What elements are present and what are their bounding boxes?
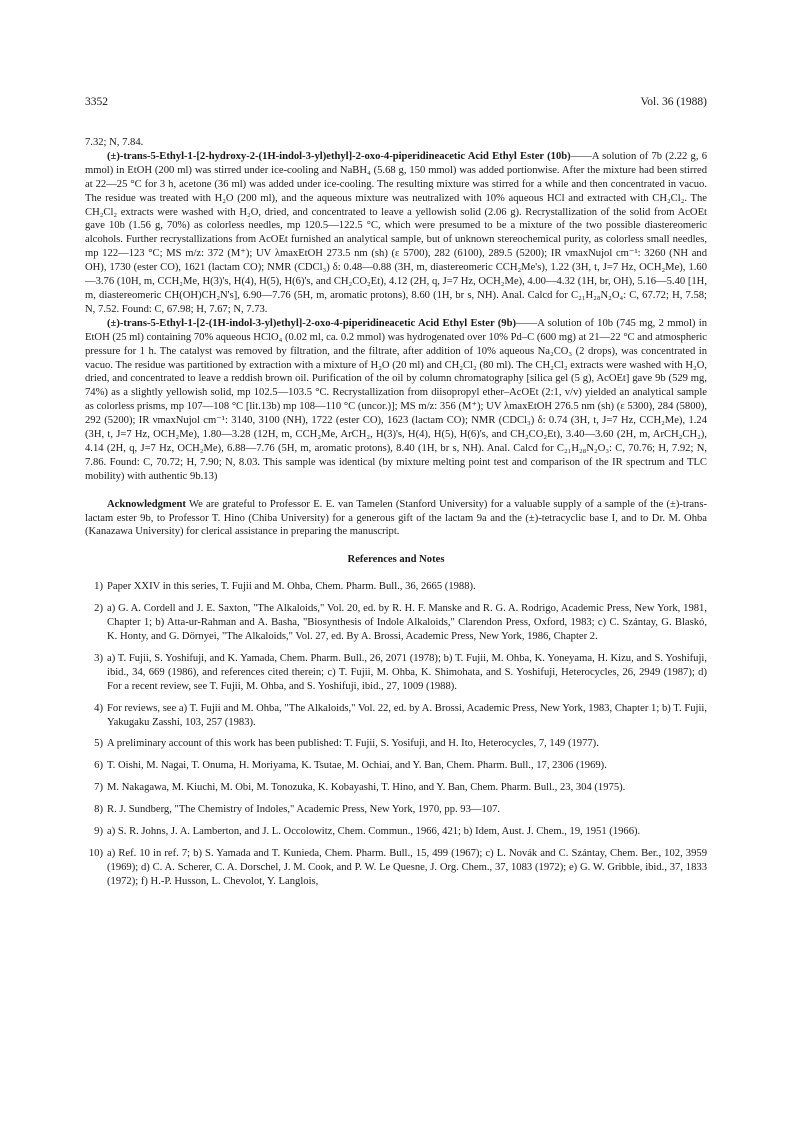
reference-number: 9)	[94, 826, 103, 838]
reference-number: 2)	[94, 603, 103, 615]
references-heading: References and Notes	[347, 554, 445, 566]
reference-item	[85, 847, 707, 889]
paragraph-text: ——A solution of 7b (2.22 g, 6 mmol) in EtOH (200 ml) was stirred under ice-cooling and NaBH₄ (5.68 g, 150 mmol) was added portionwise. After the mixture had been stirred at 22—25 °C for 3 h, acetone (36 ml) was added under ice-cooling. The resulting mixture was stirred for a while and then concentrated in vacuo. The residue was treated with H₂O (200 ml), and the aqueous mixture was neutralized with 10% aqueous HCl and extracted with CH₂Cl₂. The CH₂Cl₂ extracts were washed with H₂O, dried, and concentrated to leave a yellowish solid (2.06 g). Recrystallization of the solid from AcOEt gave 10b (1.56 g, 70%) as colorless needles, mp 120.5—122.5 °C, which were presumed to be a mixture of the two possible diastereomeric alcohols. Further recrystallizations from AcOEt furnished an analytical sample, but of unknown stereochemical purity, as colorless small needles, mp 122—123 °C; MS m/z: 372 (M⁺); UV λmaxEtOH 273.5 nm (sh) (ε 5700), 282 (6100), 289.5 (5200); IR νmaxNujol cm⁻¹: 3260 (NH and OH), 1730 (ester CO), 1621 (lactam CO); NMR (CDCl₃) δ: 0.48—0.88 (3H, m, diastereomeric CCH₂Me's), 1.22 (3H, t, J=7 Hz, OCH₂Me), 1.60—3.76 (10H, m, CCH₂Me, H(3)'s, H(4), H(5), H(6)'s, and CH₂CO₂Et), 4.12 (2H, q, J=7 Hz, OCH₂Me), 4.00—4.32 (1H, br, OH), 5.16—5.40 [1H, m, diastereomeric CH(OH)CH₂N's], 6.90—7.76 (5H, m, aromatic protons), 8.60 (1H, br s, NH). Anal. Calcd for C₂₁H₂₈N₂O₄: C, 67.72; H, 7.58; N, 7.52. Found: C, 67.98; H, 7.67; N, 7.73.	[85, 150, 707, 315]
reference-item	[85, 602, 707, 644]
reference-item	[85, 702, 707, 730]
acknowledgment	[85, 498, 707, 540]
reference-text: For reviews, see a) T. Fujii and M. Ohba, "The Alkaloids," Vol. 22, ed. by A. Brossi, Academic Press, New York, 1983, Chapter 1; b) T. Fujii, Yakugaku Zasshi, 103, 257 (1983).	[107, 702, 707, 728]
paragraph-compound-9b	[85, 317, 707, 484]
reference-item	[85, 825, 707, 839]
acknowledgment-title: Acknowledgment	[107, 498, 186, 510]
references-list	[85, 580, 707, 888]
paragraph-text: 7.32; N, 7.84.	[85, 137, 144, 148]
reference-number: 6)	[94, 760, 103, 772]
reference-text: a) S. R. Johns, J. A. Lamberton, and J. L. Occolowitz, Chem. Commun., 1966, 421; b) Idem, Aust. J. Chem., 19, 1951 (1966).	[107, 826, 641, 838]
article-body	[85, 136, 707, 897]
reference-item	[85, 803, 707, 817]
reference-number: 1)	[94, 581, 103, 593]
compound-title: (±)-trans-5-Ethyl-1-[2-(1H-indol-3-yl)ethyl]-2-oxo-4-piperidineacetic Acid Ethyl Ester (9b)	[107, 317, 517, 329]
paragraph-text: We are grateful to Professor E. E. van Tamelen (Stanford University) for a valuable supply of a sample of the (±)-trans-lactam ester 9b, to Professor T. Hino (Chiba University) for a generous gift of the lactam 9a and the (±)-tetracyclic base I, and to Dr. M. Ohba (Kanazawa University) for clerical assistance in preparing the manuscript.	[85, 498, 707, 538]
reference-number: 7)	[94, 782, 103, 794]
paragraph-compound-10b	[85, 150, 707, 317]
paragraph-continuation	[85, 136, 707, 150]
reference-text: a) G. A. Cordell and J. E. Saxton, "The Alkaloids," Vol. 20, ed. by R. H. F. Manske and R. G. A. Rodrigo, Academic Press, New York, 1981, Chapter 1; b) Atta-ur-Rahman and A. Basha, "Biosynthesis of Indole Alkaloids," Clarendon Press, Oxford, 1983; c) C. Szántay, G. Blaskó, K. Honty, and G. Dörnyei, "The Alkaloids," Vol. 27, ed. By A. Brossi, Academic Press, New York, 1986, Chapter 2.	[107, 603, 707, 642]
reference-text: Paper XXIV in this series, T. Fujii and M. Ohba, Chem. Pharm. Bull., 36, 2665 (1988).	[107, 581, 476, 593]
page-header	[85, 96, 707, 112]
reference-text: R. J. Sundberg, "The Chemistry of Indoles," Academic Press, New York, 1970, pp. 93—107.	[107, 804, 501, 816]
reference-item	[85, 759, 707, 773]
compound-title: (±)-trans-5-Ethyl-1-[2-hydroxy-2-(1H-indol-3-yl)ethyl]-2-oxo-4-piperidineacetic Acid Ethyl Ester (10b)	[107, 150, 571, 162]
reference-item	[85, 580, 707, 594]
reference-item	[85, 737, 707, 751]
volume-label: Vol. 36 (1988)	[640, 96, 707, 108]
page-number: 3352	[85, 96, 108, 108]
reference-number: 8)	[94, 804, 103, 816]
reference-text: a) Ref. 10 in ref. 7; b) S. Yamada and T. Kunieda, Chem. Pharm. Bull., 15, 499 (1967); c) L. Novák and C. Szántay, Chem. Ber., 102, 3959 (1969); d) C. A. Scherer, C. A. Dorschel, J. M. Cook, and P. W. Le Quesne, J. Org. Chem., 37, 1083 (1972); e) G. W. Gribble, ibid., 37, 1833 (1972); f) H.-P. Husson, L. Chevolot, Y. Langlois,	[107, 847, 707, 887]
reference-text: T. Oishi, M. Nagai, T. Onuma, H. Moriyama, K. Tsutae, M. Ochiai, and Y. Ban, Chem. Pharm. Bull., 17, 2306 (1969).	[107, 760, 607, 772]
reference-item	[85, 652, 707, 694]
reference-number: 5)	[94, 738, 103, 750]
reference-number: 4)	[94, 702, 103, 714]
reference-text: M. Nakagawa, M. Kiuchi, M. Obi, M. Tonozuka, K. Kobayashi, T. Hino, and Y. Ban, Chem. Pharm. Bull., 23, 304 (1975).	[107, 782, 626, 794]
paragraph-text: ——A solution of 10b (745 mg, 2 mmol) in EtOH (25 ml) containing 70% aqueous HClO₄ (0.02 ml, ca. 0.2 mmol) was hydrogenated over 10% Pd–C (600 mg) at 21—22 °C and atmospheric pressure for 1 h. The catalyst was removed by filtration, and the filtrate, after addition of 10% aqueous Na₂CO₃ (2 drops), was concentrated in vacuo. The residue was partitioned by extraction with a mixture of H₂O (20 ml) and CH₂Cl₂ (80 ml). The CH₂Cl₂ extracts were washed with H₂O, dried, and concentrated to leave a reddish brown oil. Purification of the oil by column chromatography [silica gel (5 g), AcOEt] gave 9b (529 mg, 74%) as a slightly yellowish solid, mp 102.5—103.5 °C. Recrystallization from diisopropyl ether–AcOEt (2:1, v/v) yielded an analytical sample as colorless prisms, mp 107—108 °C [lit.13b) mp 108—110 °C (uncor.)]; MS m/z: 356 (M⁺); UV λmaxEtOH 276.5 nm (sh) (ε 5300), 284 (5800), 292 (5200); IR νmaxNujol cm⁻¹: 3140, 3100 (NH), 1722 (ester CO), 1623 (lactam CO); NMR (CDCl₃) δ: 0.74 (3H, t, J=7 Hz, CCH₂Me), 1.24 (3H, t, J=7 Hz, OCH₂Me), 1.80—3.28 (12H, m, CCH₂Me, ArCH₂, H(3)'s, H(4), H(5), H(6)'s, and CH₂CO₂Et), 3.40—3.60 (2H, m, ArCH₂CH₂), 4.14 (2H, q, J=7 Hz, OCH₂Me), 6.88—7.76 (5H, m, aromatic protons), 8.40 (1H, br s, NH). Anal. Calcd for C₂₁H₂₈N₂O₃: C, 70.76; H, 7.92; N, 7.86. Found: C, 70.72; H, 7.90; N, 8.03. This sample was identical (by mixture melting point test and comparison of the IR spectrum and TLC mobility) with authentic 9b.13)	[85, 317, 708, 482]
reference-text: a) T. Fujii, S. Yoshifuji, and K. Yamada, Chem. Pharm. Bull., 26, 2071 (1978); b) T. Fujii, M. Ohba, K. Yoneyama, H. Kizu, and S. Yoshifuji, ibid., 34, 669 (1986), and references cited therein; c) T. Fujii, M. Ohba, K. Shimohata, and S. Yoshifuji, Heterocycles, 26, 2949 (1987); d) For a recent review, see T. Fujii, M. Ohba, and S. Yoshifuji, ibid., 27, 1009 (1988).	[107, 652, 707, 692]
reference-number: 10)	[88, 847, 103, 859]
reference-text: A preliminary account of this work has been published: T. Fujii, S. Yosifuji, and H. Ito, Heterocycles, 7, 149 (1977).	[107, 738, 599, 750]
reference-number: 3)	[94, 652, 103, 664]
reference-item	[85, 781, 707, 795]
